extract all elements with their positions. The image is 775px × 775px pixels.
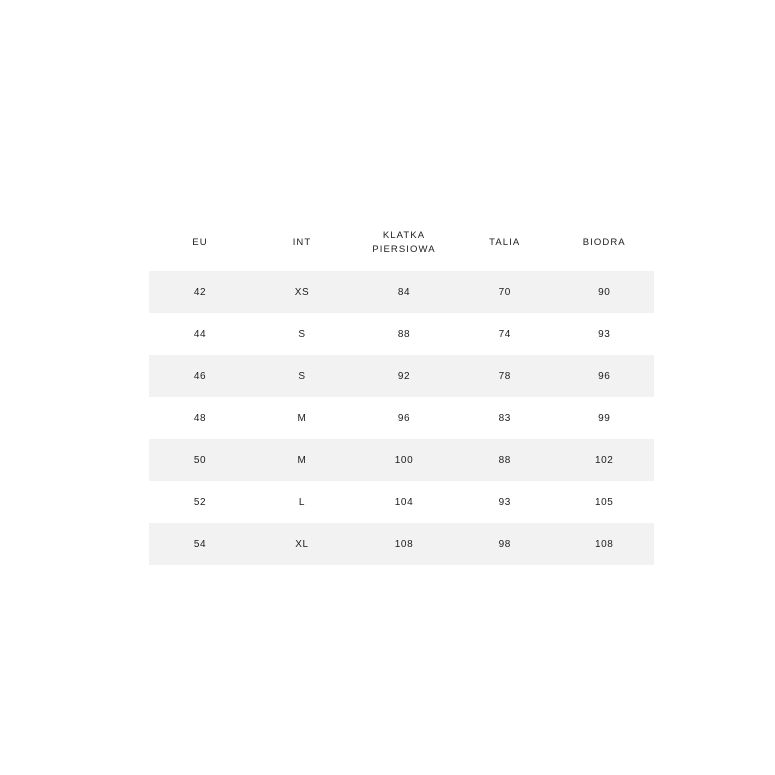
table-row <box>149 523 654 565</box>
table-row <box>149 271 654 313</box>
table-row <box>149 439 654 481</box>
cell-eu: 52 <box>193 496 207 508</box>
size-table-header <box>149 215 654 271</box>
cell-hips: 108 <box>594 538 614 550</box>
cell-eu: 42 <box>193 286 207 298</box>
cell-int: XL <box>295 538 309 550</box>
column-header-hips-line-1: BIODRA <box>582 237 626 248</box>
column-header-int-line-1: INT <box>292 237 312 248</box>
column-header-chest-line-1: KLATKA <box>382 230 426 241</box>
table-row <box>149 313 654 355</box>
cell-waist: 78 <box>498 370 511 382</box>
column-header-waist-line-1: TALIA <box>489 237 521 248</box>
column-header-hips <box>554 215 654 271</box>
cell-waist: 93 <box>498 496 511 508</box>
cell-chest: 100 <box>394 454 414 466</box>
cell-int: S <box>298 370 306 382</box>
cell-chest: 88 <box>397 328 411 340</box>
cell-hips: 90 <box>598 286 611 298</box>
cell-hips: 105 <box>594 496 614 508</box>
cell-waist: 83 <box>498 412 511 424</box>
size-table-container <box>149 215 654 565</box>
cell-chest: 96 <box>397 412 411 424</box>
cell-int: M <box>297 412 307 424</box>
column-header-chest <box>353 215 455 271</box>
cell-waist: 70 <box>498 286 511 298</box>
cell-hips: 99 <box>598 412 611 424</box>
cell-hips: 96 <box>598 370 611 382</box>
column-header-waist <box>455 215 554 271</box>
column-header-eu-line-1: EU <box>192 237 208 248</box>
cell-int: XS <box>294 286 310 298</box>
table-header-row <box>149 215 654 271</box>
cell-chest: 92 <box>397 370 411 382</box>
cell-chest: 84 <box>397 286 411 298</box>
cell-eu: 50 <box>193 454 207 466</box>
cell-int: M <box>297 454 307 466</box>
size-table <box>149 215 654 565</box>
cell-waist: 88 <box>498 454 511 466</box>
table-row <box>149 481 654 523</box>
cell-int: L <box>298 496 306 508</box>
table-row <box>149 355 654 397</box>
cell-hips: 93 <box>598 328 611 340</box>
column-header-int <box>251 215 353 271</box>
column-header-chest-line-2: PIERSIOWA <box>372 244 436 255</box>
cell-chest: 104 <box>394 496 414 508</box>
cell-chest: 108 <box>394 538 414 550</box>
cell-hips: 102 <box>594 454 614 466</box>
table-row <box>149 397 654 439</box>
size-table-body <box>149 271 654 565</box>
cell-int: S <box>298 328 306 340</box>
column-header-eu <box>149 215 251 271</box>
cell-waist: 98 <box>498 538 511 550</box>
cell-eu: 44 <box>193 328 207 340</box>
cell-eu: 48 <box>193 412 207 424</box>
cell-eu: 54 <box>193 538 207 550</box>
cell-eu: 46 <box>193 370 207 382</box>
cell-waist: 74 <box>498 328 511 340</box>
